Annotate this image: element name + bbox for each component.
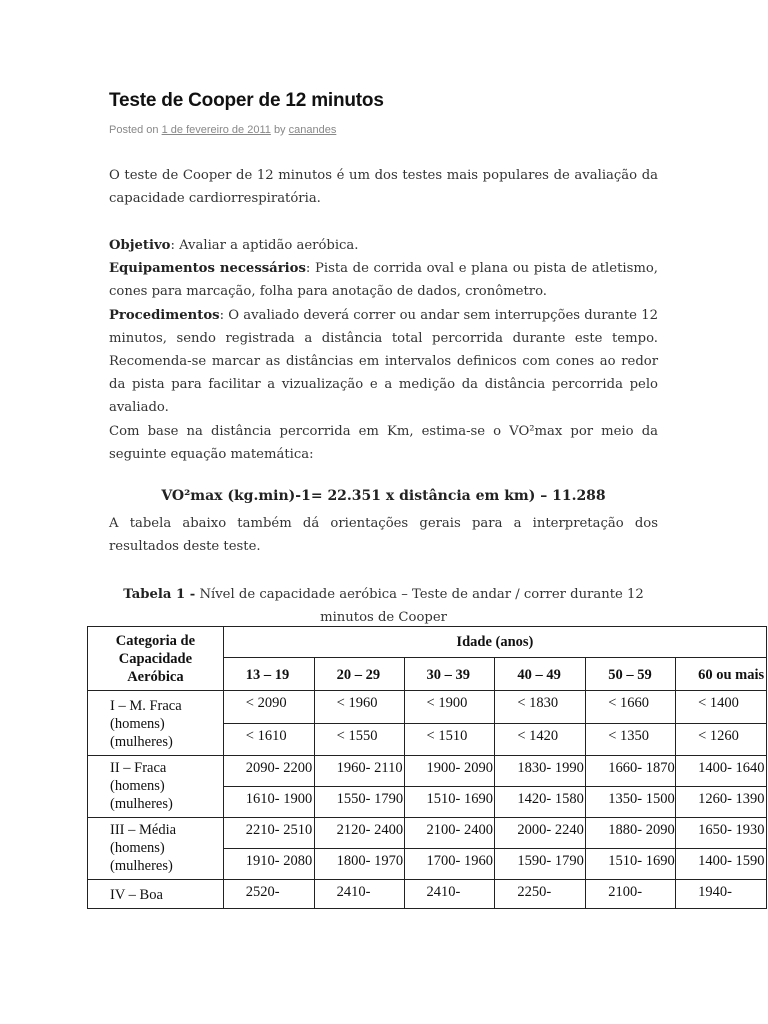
value-cell: 1610- 1900 xyxy=(223,787,314,818)
age-group-cell: 13 – 19 xyxy=(223,658,314,691)
value-cell: < 1420 xyxy=(495,723,586,756)
category-cell: I – M. Fraca (homens) (mulheres) xyxy=(88,691,224,756)
intro-paragraph: O teste de Cooper de 12 minutos é um dos testes mais populares de avaliação da capacidade cardiorrespiratória. xyxy=(109,168,658,207)
equipment-paragraph xyxy=(109,257,658,303)
objective-paragraph xyxy=(109,234,658,257)
value-cell: 1700- 1960 xyxy=(404,849,495,880)
value-cell: 1400- 1640 xyxy=(676,756,767,787)
age-group-cell: 40 – 49 xyxy=(495,658,586,691)
table-row xyxy=(88,756,767,787)
value-cell: 1260- 1390 xyxy=(676,787,767,818)
age-group-cell: 20 – 29 xyxy=(314,658,404,691)
table-header-row xyxy=(88,627,767,658)
value-cell: 2090- 2200 xyxy=(223,756,314,787)
value-cell: 1900- 2090 xyxy=(404,756,495,787)
after-section xyxy=(109,512,658,558)
value-cell: 1510- 1690 xyxy=(586,849,676,880)
value-cell: 2520- xyxy=(223,880,314,909)
table-row xyxy=(88,880,767,909)
age-group-cell: 30 – 39 xyxy=(404,658,495,691)
value-cell: < 1960 xyxy=(314,691,404,724)
value-cell: < 1830 xyxy=(495,691,586,724)
intro-section xyxy=(109,164,658,210)
value-cell: 2100- xyxy=(586,880,676,909)
table-row xyxy=(88,818,767,849)
category-cell: III – Média (homens) (mulheres) xyxy=(88,818,224,880)
equipment-text: : Pista de corrida oval e plana ou pista de atletismo, cones para marcação, folha para anotação de dados, cronômetro. xyxy=(109,261,658,300)
value-cell: 1940- xyxy=(676,880,767,909)
value-cell: 1910- 2080 xyxy=(223,849,314,880)
category-header: Categoria de Capacidade Aeróbica xyxy=(88,627,224,691)
value-cell: < 2090 xyxy=(223,691,314,724)
by-label: by xyxy=(273,124,286,136)
value-cell: < 1900 xyxy=(404,691,495,724)
value-cell: 2000- 2240 xyxy=(495,818,586,849)
value-cell: < 1260 xyxy=(676,723,767,756)
author-link[interactable]: canandes xyxy=(288,124,337,136)
vo2max-equation: VO²max (kg.min)-1= 22.351 x distância em km) – 11.288 xyxy=(161,488,606,504)
objective-label: Objetivo xyxy=(109,238,171,253)
post-meta xyxy=(109,124,336,136)
value-cell: < 1400 xyxy=(676,691,767,724)
value-cell: 1510- 1690 xyxy=(404,787,495,818)
equipment-label: Equipamentos necessários xyxy=(109,261,306,277)
post-date-link[interactable]: 1 de fevereiro de 2011 xyxy=(161,124,271,136)
value-cell: 1400- 1590 xyxy=(676,849,767,880)
procedure-text: : O avaliado deverá correr ou andar sem interrupções durante 12 minutos, sendo registrada a distância total percorrida durante este tempo. Recomenda-se marcar as distâncias em intervalos definicos com cones ao redor da pista para facilitar a vizualização e a medição da distância percorrida pelo avaliado. xyxy=(109,307,658,416)
value-cell: 1960- 2110 xyxy=(314,756,404,787)
value-cell: 2250- xyxy=(495,880,586,909)
table-caption xyxy=(109,583,658,629)
value-cell: 1880- 2090 xyxy=(586,818,676,849)
category-cell: IV – Boa xyxy=(88,880,224,909)
cooper-table xyxy=(87,626,767,909)
value-cell: 1550- 1790 xyxy=(314,787,404,818)
table-intro-paragraph: A tabela abaixo também dá orientações gerais para a interpretação dos resultados deste teste. xyxy=(109,516,658,555)
procedure-label: Procedimentos xyxy=(109,307,220,323)
value-cell: 1650- 1930 xyxy=(676,818,767,849)
value-cell: 2410- xyxy=(314,880,404,909)
table-row xyxy=(88,691,767,724)
category-cell: II – Fraca (homens) (mulheres) xyxy=(88,756,224,818)
value-cell: < 1610 xyxy=(223,723,314,756)
value-cell: < 1510 xyxy=(404,723,495,756)
age-group-cell: 50 – 59 xyxy=(586,658,676,691)
method-section xyxy=(109,234,658,466)
value-cell: 2410- xyxy=(404,880,495,909)
procedure-paragraph xyxy=(109,304,658,420)
value-cell: 1590- 1790 xyxy=(495,849,586,880)
posted-on-label: Posted on xyxy=(109,124,159,136)
value-cell: < 1660 xyxy=(586,691,676,724)
objective-text: : Avaliar a aptidão aeróbica. xyxy=(170,238,359,253)
value-cell: < 1550 xyxy=(314,723,404,756)
age-header: Idade (anos) xyxy=(223,627,766,658)
value-cell: 1420- 1580 xyxy=(495,787,586,818)
age-group-cell: 60 ou mais xyxy=(676,658,767,691)
table-caption-label: Tabela 1 - xyxy=(123,587,196,602)
value-cell: 2100- 2400 xyxy=(404,818,495,849)
value-cell: 2210- 2510 xyxy=(223,818,314,849)
table-caption-text: Nível de capacidade aeróbica – Teste de andar / correr durante 12 minutos de Cooper xyxy=(195,587,644,625)
value-cell: 1800- 1970 xyxy=(314,849,404,880)
value-cell: < 1350 xyxy=(586,723,676,756)
value-cell: 1350- 1500 xyxy=(586,787,676,818)
base-paragraph: Com base na distância percorrida em Km, estima-se o VO²max por meio da seguinte equação matemática: xyxy=(109,423,658,462)
value-cell: 2120- 2400 xyxy=(314,818,404,849)
value-cell: 1660- 1870 xyxy=(586,756,676,787)
value-cell: 1830- 1990 xyxy=(495,756,586,787)
post-title: Teste de Cooper de 12 minutos xyxy=(109,90,384,111)
